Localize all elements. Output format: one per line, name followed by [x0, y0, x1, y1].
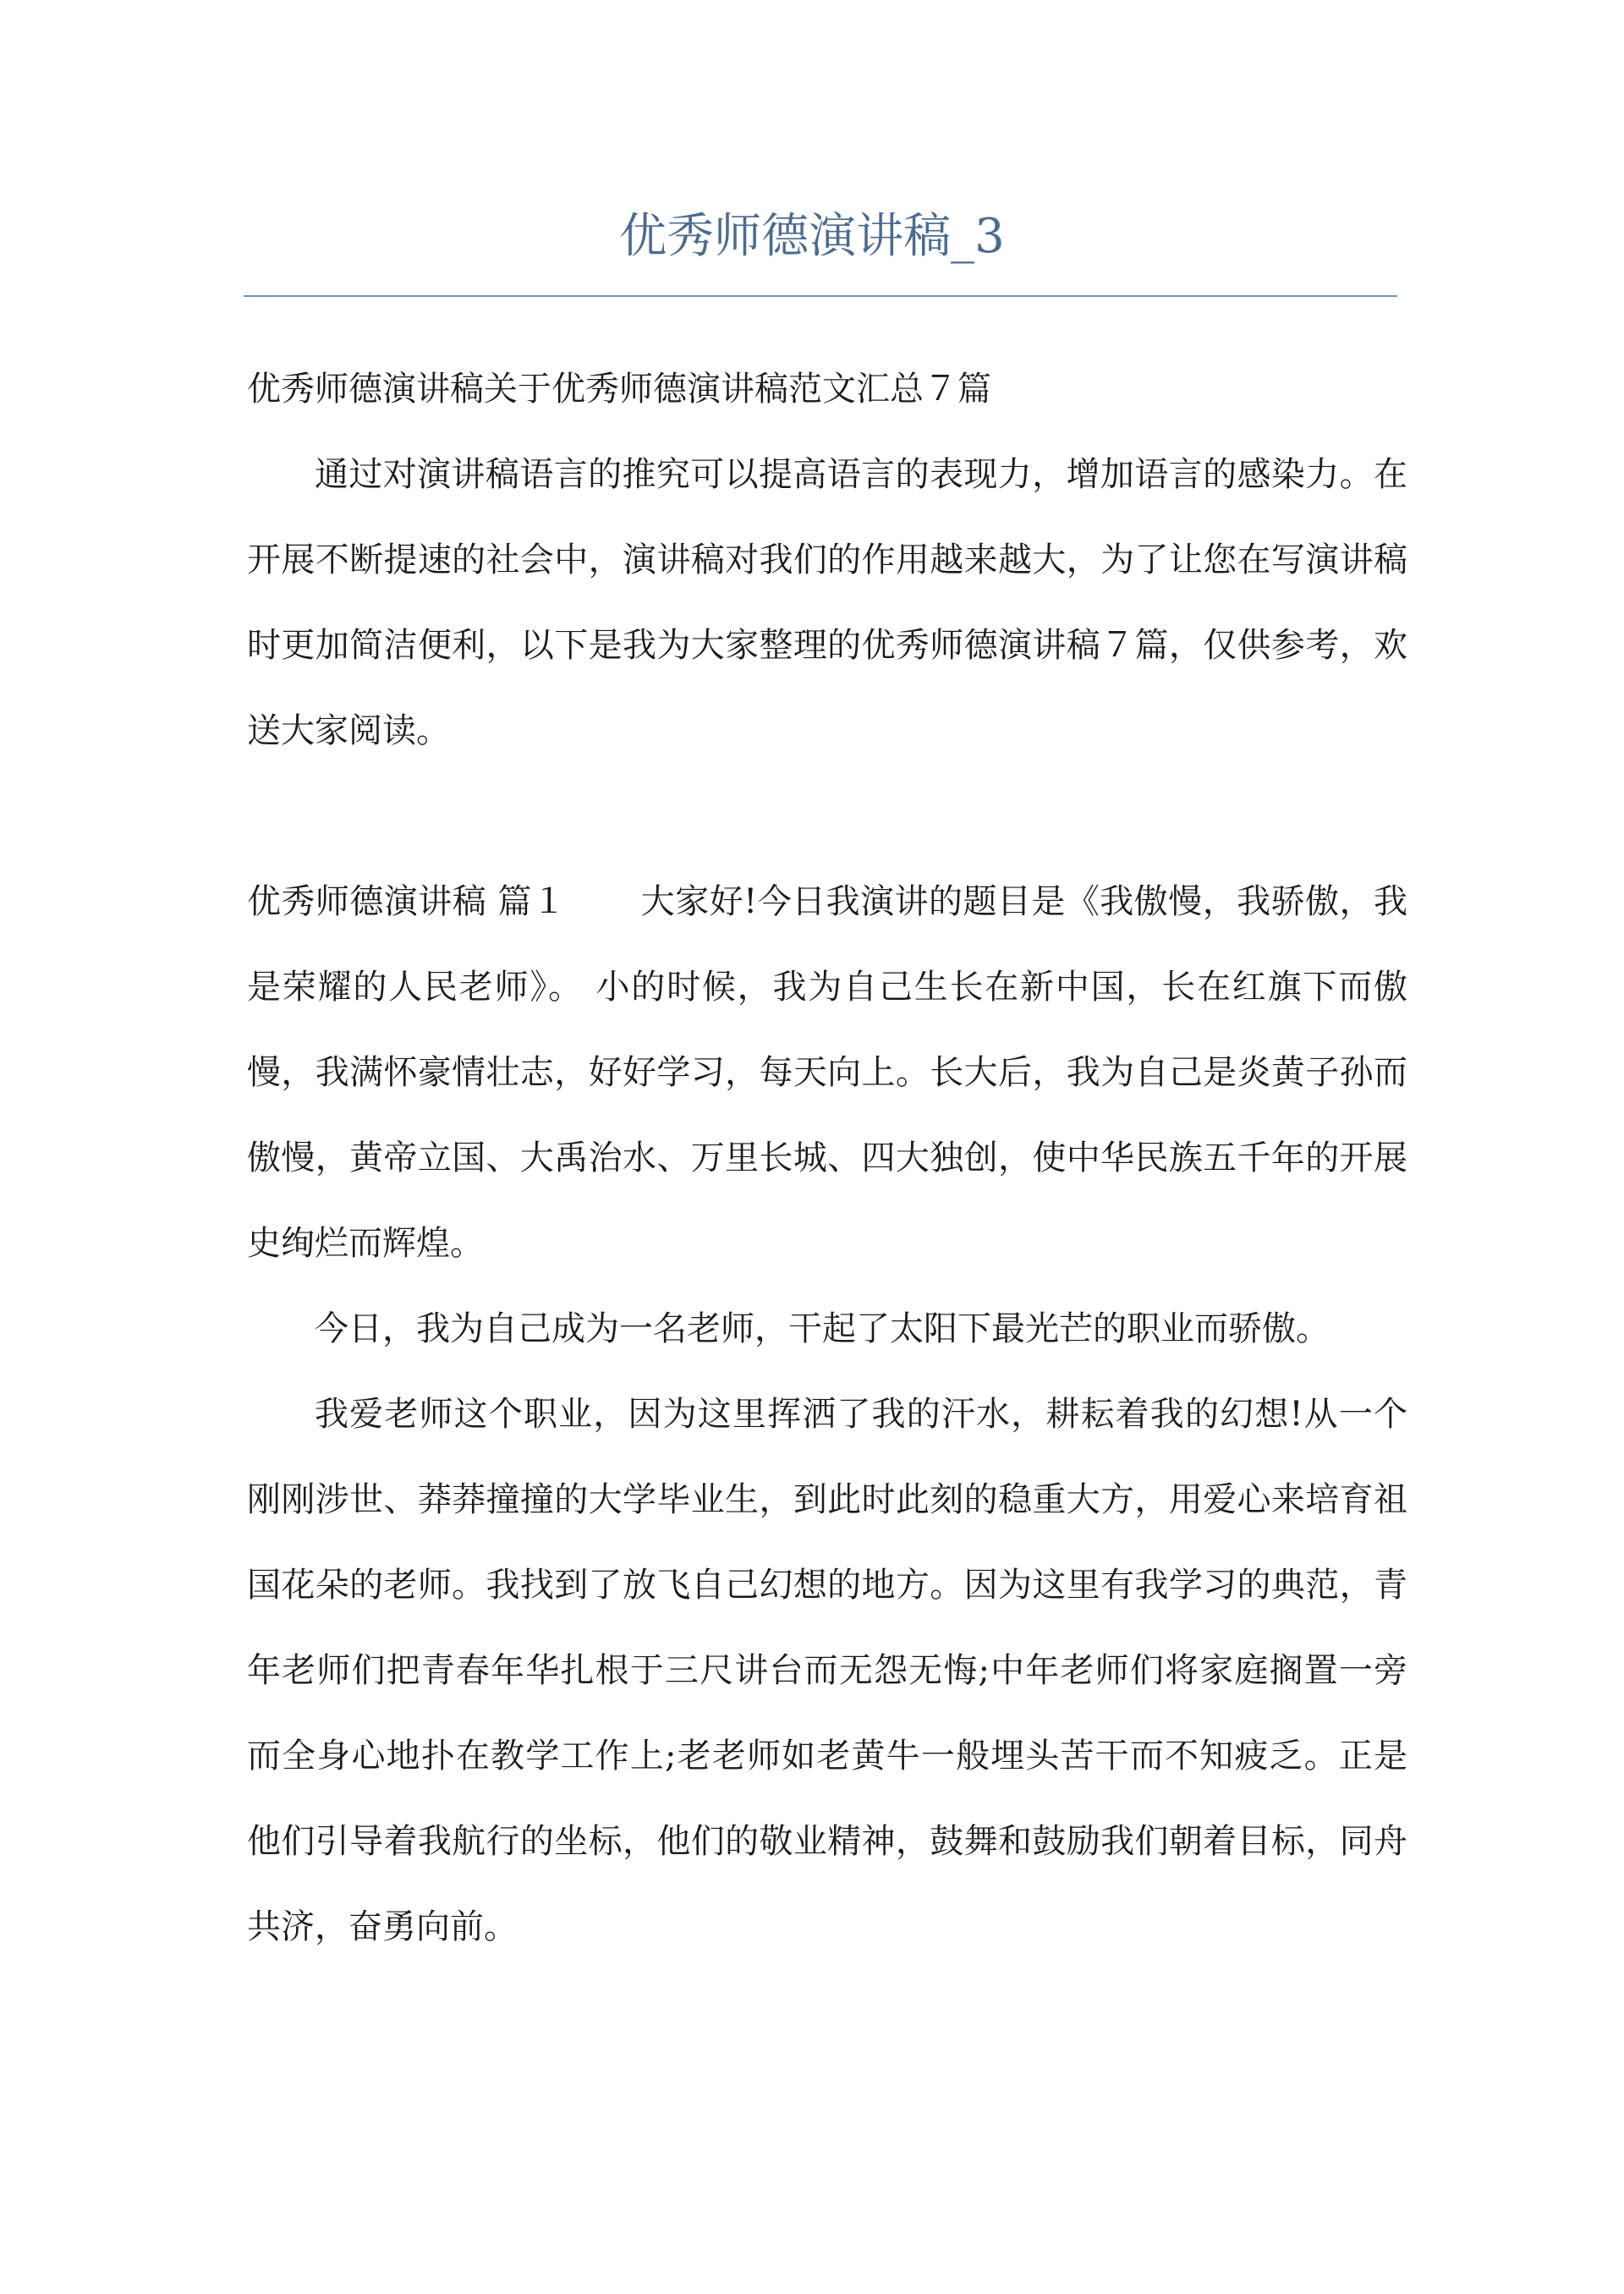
document-body — [247, 347, 1407, 1970]
section-1-paragraph — [247, 859, 1407, 1287]
paragraph-3: 我爱老师这个职业，因为这里挥洒了我的汗水，耕耘着我的幻想!从一个刚刚涉世、莽莽撞撞的大学毕业生，到此时此刻的稳重大方，用爱心来培育祖国花朵的老师。我找到了放飞自己幻想的地方。因为这里有我学习的典范，青年老师们把青春年华扎根于三尺讲台而无怨无悔;中年老师们将家庭搁置一旁而全身心地扑在教学工作上;老老师如老黄牛一般埋头苦干而不知疲乏。正是他们引导着我航行的坐标，他们的敬业精神，鼓舞和鼓励我们朝着目标，同舟共济，奋勇向前。 — [247, 1395, 1407, 1946]
paragraph-2: 今日，我为自己成为一名老师，干起了太阳下最光芒的职业而骄傲。 — [315, 1309, 1330, 1348]
intro-paragraph: 通过对演讲稿语言的推究可以提高语言的表现力，增加语言的感染力。在开展不断提速的社会中，演讲稿对我们的作用越来越大，为了让您在写演讲稿时更加简洁便利，以下是我为大家整理的优秀师德演讲稿７篇，仅供参考，欢送大家阅读。 — [247, 455, 1407, 750]
section-first-paragraph: 大家好!今日我演讲的题目是《我傲慢，我骄傲，我是荣耀的人民老师》。 小的时候，我为自己生长在新中国，长在红旗下而傲慢，我满怀豪情壮志，好好学习，每天向上。长大后，我为自己是炎黄子孙而傲慢，黄帝立国、大禹治水、万里长城、四大独创，使中华民族五千年的开展史绚烂而辉煌。 — [247, 882, 1407, 1263]
paragraph-spacer — [247, 774, 1407, 859]
section-heading: 优秀师德演讲稿 篇１ — [247, 882, 567, 921]
document-title: 优秀师德演讲稿_3 — [619, 209, 1005, 264]
document-subtitle: 优秀师德演讲稿关于优秀师德演讲稿范文汇总７篇 — [247, 370, 991, 409]
title-divider — [244, 295, 1397, 297]
